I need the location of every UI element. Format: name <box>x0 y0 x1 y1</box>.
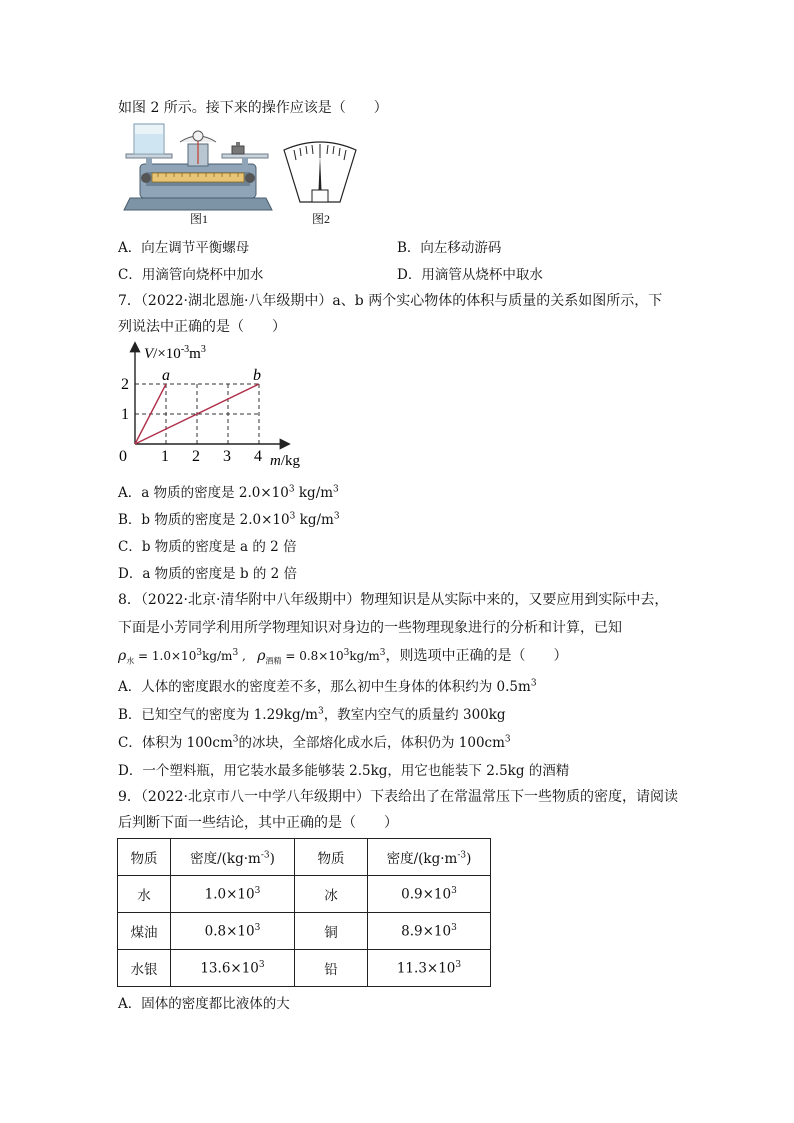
q8-option-d: D．一个塑料瓶，用它装水最多能够装 2.5kg，用它也能装下 2.5kg 的酒精 <box>118 763 570 779</box>
header-density-1: 密度$/(kg\cdot m^{-3})$ <box>171 839 295 876</box>
substance-cell: 铜 <box>295 913 368 950</box>
q7-stem-line2: 列说法中正确的是（ ） <box>118 319 286 335</box>
q7-option-c: C．b 物质的密度是 a 的 2 倍 <box>118 539 297 555</box>
x-tick-label: 3 <box>223 448 231 465</box>
header-substance-2: 物质 <box>295 839 368 876</box>
q7-option-d: D．a 物质的密度是 b 的 2 倍 <box>118 566 298 582</box>
q8-density-formula: $\rho_水 = 1.0\times 10^3kg/m^3$ , $\rho_{酒精} = 0.8\times 10^3kg/m^3$，则选项中正确的是（ ） <box>118 648 568 666</box>
q9-option-a: A．固体的密度都比液体的大 <box>118 996 290 1012</box>
density-cell: $11.3\times 10^3$ <box>368 950 491 987</box>
q8-option-c: C．体积为 $100cm^3$的冰块，全部熔化成水后，体积仍为 $100cm^3$ <box>118 734 511 751</box>
density-cell: $13.6\times 10^3$ <box>171 950 295 987</box>
q7-option-b: B．b 物质的密度是 $2.0\times 10^3$ $kg/m^3$ <box>118 511 340 528</box>
q9-stem-line2: 后判断下面一些结论，其中正确的是（ ） <box>118 815 398 831</box>
density-table <box>117 838 491 987</box>
series-line-a <box>135 384 166 444</box>
point-a-label: a <box>162 367 170 384</box>
q9-stem-line1: 9．（2022·北京市八一中学八年级期中）下表给出了在常温常压下一些物质的密度，请阅读 <box>118 789 678 805</box>
substance-cell: 水 <box>118 876 171 913</box>
table-row <box>118 913 491 950</box>
q8-stem-line1: 8．（2022·北京·清华附中八年级期中）物理知识是从实际中来的，又要应用到实际中去， <box>118 592 669 608</box>
table-row <box>118 950 491 987</box>
y-tick-label: 1 <box>121 406 129 423</box>
fig2-label: 图2 <box>312 212 331 226</box>
header-substance-1: 物质 <box>118 839 171 876</box>
q7-stem-line1: 7．（2022·湖北恩施·八年级期中）a、b 两个实心物体的体积与质量的关系如图所示，下 <box>118 293 663 309</box>
q8-option-a: A．人体的密度跟水的密度差不多，那么初中生身体的体积约为 $0.5m^3$ <box>118 678 537 695</box>
q6-stem: 如图 2 所示。接下来的操作应该是（ ） <box>118 100 388 116</box>
table-row <box>118 876 491 913</box>
y-axis-label: $V/\times 10^{-3}m^3$ <box>144 344 206 362</box>
y-tick-label: 2 <box>121 376 129 393</box>
origin-label: 0 <box>119 448 127 465</box>
substance-cell: 冰 <box>295 876 368 913</box>
density-cell: $1.0\times 10^3$ <box>171 876 295 913</box>
substance-cell: 铅 <box>295 950 368 987</box>
volume-mass-graph <box>110 338 320 473</box>
q8-option-b: B．已知空气的密度为 $1.29kg/m^3$，教室内空气的质量约 300kg <box>118 706 506 723</box>
x-tick-label: 1 <box>161 448 169 465</box>
fig1-label: 图1 <box>190 212 209 226</box>
header-density-2: 密度$/(kg\cdot m^{-3})$ <box>368 839 491 876</box>
scale-dial-figure <box>280 140 360 212</box>
q8-stem-line2: 下面是小芳同学利用所学物理知识对身边的一些物理现象进行的分析和计算，已知 <box>118 620 622 636</box>
q7-option-a: A．a 物质的密度是 $2.0\times 10^3$ $kg/m^3$ <box>118 484 339 501</box>
x-axis-label: m/kg <box>270 453 301 469</box>
q6-option-a: A．向左调节平衡螺母 <box>118 240 250 256</box>
q6-option-d: D．用滴管从烧杯中取水 <box>397 267 543 283</box>
density-cell: $0.9\times 10^3$ <box>368 876 491 913</box>
x-tick-label: 4 <box>254 448 262 465</box>
q6-option-b: B．向左移动游码 <box>397 240 502 256</box>
table-header-row <box>118 839 491 876</box>
substance-cell: 煤油 <box>118 913 171 950</box>
point-b-label: b <box>253 367 261 384</box>
balance-figure <box>122 120 274 214</box>
density-cell: $0.8\times 10^3$ <box>171 913 295 950</box>
x-tick-label: 2 <box>192 448 200 465</box>
q6-option-c: C．用滴管向烧杯中加水 <box>118 267 264 283</box>
density-cell: $8.9\times 10^3$ <box>368 913 491 950</box>
substance-cell: 水银 <box>118 950 171 987</box>
